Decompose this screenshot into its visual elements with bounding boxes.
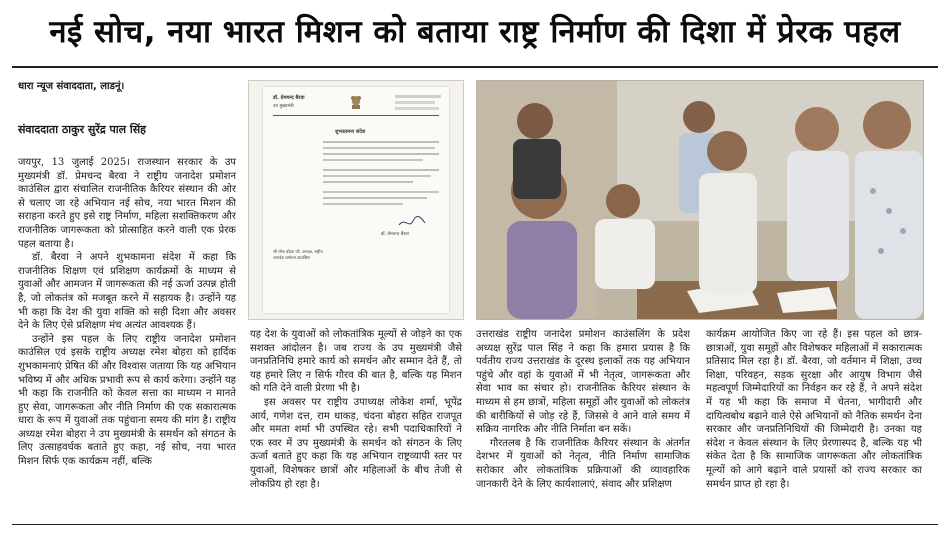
paragraph: यह देश के युवाओं को लोकतांत्रिक मूल्यों से जोड़ने का एक सशक्त आंदोलन है। जब राज्य के उप मुख्यमंत्री जैसे जनप्रतिनिधि हमारे कार्य को समर्थन और सम्मान देते हैं, तो यह हमारे लिए न सिर्फ गौरव की बात है, बल्कि यह मिशन को गति देने वाली प्रेरणा भी है। bbox=[250, 329, 462, 395]
article-column-2 bbox=[250, 328, 462, 520]
paragraph: डॉ. बैरवा ने अपने शुभकामना संदेश में कहा कि राजनीतिक शिक्षण एवं प्रशिक्षण कार्यक्रमों के माध्यम से युवाओं और आमजन में जागरूकता की नई ऊर्जा उत्पन्न होती है, जो लोकतंत्र को मजबूत करने में सहायक है। उन्होंने यह भी कहा कि देश की युवा शक्ति को सही दिशा और अवसर देने के लिए ऐसे प्रशिक्षण मंच अत्यंत आवश्यक हैं। bbox=[18, 252, 236, 332]
letter-header-rule bbox=[273, 115, 439, 116]
paragraph: जयपुर, 13 जुलाई 2025। राजस्थान सरकार के उप मुख्यमंत्री डॉ. प्रेमचन्द बैरवा ने राष्ट्रीय जनादेश प्रमोशन काउंसिल द्वारा संचालित राजनीतिक कैरियर संस्थान की ओर से चलाए जा रहे अभियान नई सोच, नया भारत मिशन की सराहना करते हुए इसे राष्ट्र निर्माण, महिला सशक्तिकरण और राजनीतिक जागरूकता को प्रोत्साहित करने वाली एक प्रेरक पहल बताया है। bbox=[18, 157, 236, 250]
letter-sender-title: उप मुख्यमंत्री bbox=[273, 104, 294, 109]
letter-sender-name: डॉ. प्रेमचन्द बैरवा bbox=[273, 95, 305, 101]
bottom-rule bbox=[12, 524, 938, 525]
paragraph: इस अवसर पर राष्ट्रीय उपाध्यक्ष लोकेश शर्मा, भूपेंद्र आर्य, गणेश दत्त, राम धाकड़, चंदना बोहरा सहित राजपूत और ममता शर्मा भी उपस्थित रहे। सभी पदाधिकारियों ने एक स्वर में उप मुख्यमंत्री के समर्थन को संगठन के लिए ऊर्जा बताते हुए कहा कि यह अभियान राष्ट्रव्यापी स्तर पर युवाओं, विशेषकर छात्रों और महिलाओं के बीच तेजी से लोकप्रिय हो रहा है। bbox=[250, 396, 462, 490]
paragraph: उन्होंने इस पहल के लिए राष्ट्रीय जनादेश प्रमोशन काउंसिल एवं इसके राष्ट्रीय अध्यक्ष रमेश बोहरा को हार्दिक शुभकामनाएं प्रेषित कीं और विश्वास जताया कि यह अभियान भविष्य में और अधिक प्रभावी रूप से कार्य करेगा। उन्होंने यह भी कहा कि राजनीति को केवल सत्ता का माध्यम न मानते हुए सेवा, जागरूकता और नीति निर्माण की एक सकारात्मक धारा के रूप में युवाओं तक पहुंचाना समय की मांग है। राष्ट्रीय अध्यक्ष रमेश बोहरा ने उप मुख्यमंत्री के समर्थन को संगठन के लिए उत्साहवर्धक बताते हुए कहा, नई सोच, नया भारत मिशन सिर्फ एक कार्यक्रम नहीं, बल्कि bbox=[18, 333, 236, 468]
article-column-4 bbox=[706, 328, 922, 520]
letter-addressee: श्री रमेश बोहरा जी, अध्यक्ष, राष्ट्रीय जनादेश प्रमोशन काउंसिल bbox=[273, 249, 323, 260]
group-photo bbox=[476, 80, 924, 320]
letter-contact-line bbox=[395, 107, 439, 110]
bureau-line: धारा न्यूज संवाददाता, लाडनूं। bbox=[18, 81, 125, 92]
letter-contact-line bbox=[395, 95, 441, 98]
letter-signature-name: डॉ. प्रेमचन्द बैरवा bbox=[381, 232, 409, 237]
letter-photo bbox=[248, 80, 464, 320]
letter-subject: शुभकामना संदेश bbox=[335, 129, 366, 135]
headline-rule bbox=[12, 66, 938, 68]
letter-contact-line bbox=[395, 101, 435, 104]
paragraph: गौरतलब है कि राजनीतिक कैरियर संस्थान के अंतर्गत देशभर में युवाओं को नेतृत्व, नीति निर्माण सामाजिक सरोकार और लोकतांत्रिक प्रक्रियाओं की व्यावहारिक जानकारी देने के लिए कार्यशालाएं, संवाद और प्रशिक्षण bbox=[476, 437, 690, 490]
emblem-icon bbox=[349, 93, 363, 111]
paragraph: उत्तराखंड राष्ट्रीय जनादेश प्रमोशन काउंसलिंग के प्रदेश अध्यक्ष सुरेंद्र पाल सिंह ने कहा कि हमारा प्रयास है कि पर्वतीय राज्य उत्तराखंड के दूरस्थ इलाकों तक यह अभियान पहुंचे और वहां के युवाओं में भी नेतृत्व, जागरूकता और सेवा भाव का संचार हो। राजनीतिक कैरियर संस्थान के माध्यम से हम छात्रों, महिला समूहों और युवाओं को लोकतंत्र की बारीकियों से जोड़ रहे हैं, जिससे वे आने वाले समय में सक्रिय नागरिक और नीति निर्माता बन सकें। bbox=[476, 329, 690, 436]
group-photo-drawing bbox=[477, 81, 923, 319]
paragraph: कार्यक्रम आयोजित किए जा रहे हैं। इस पहल को छात्र-छात्राओं, युवा समूहों और विशेषकर महिलाओं में सकारात्मक प्रतिसाद मिल रहा है। डॉ. बैरवा, जो वर्तमान में शिक्षा, उच्च शिक्षा, परिवहन, सड़क सुरक्षा और आयुष विभाग जैसे महत्वपूर्ण जिम्मेदारियों का निर्वहन कर रहे हैं, ने अपने संदेश में यह भी कहा कि समाज में चेतना, भागीदारी और दायित्वबोध बढ़ाने वाले ऐसे अभियानों को नैतिक समर्थन देना सरकार और जनप्रतिनिधियों की जिम्मेदारी है। उनका यह संदेश न केवल संस्थान के लिए प्रेरणास्पद है, बल्कि यह भी संकेत देता है कि सामाजिक जागरूकता और लोकतांत्रिक मूल्यों को आगे बढ़ाने वाले प्रयासों को राज्य सरकार का समर्थन प्राप्त हो रहा है। bbox=[706, 329, 922, 490]
signature-icon bbox=[397, 215, 427, 229]
article-column-3 bbox=[476, 328, 690, 520]
reporter-line: संवाददाता ठाकुर सुरेंद्र पाल सिंह bbox=[18, 123, 147, 136]
letter-paper bbox=[263, 87, 449, 313]
article-column-1 bbox=[18, 156, 236, 520]
headline: नई सोच, नया भारत मिशन को बताया राष्ट्र निर्माण की दिशा में प्रेरक पहल bbox=[49, 14, 901, 50]
